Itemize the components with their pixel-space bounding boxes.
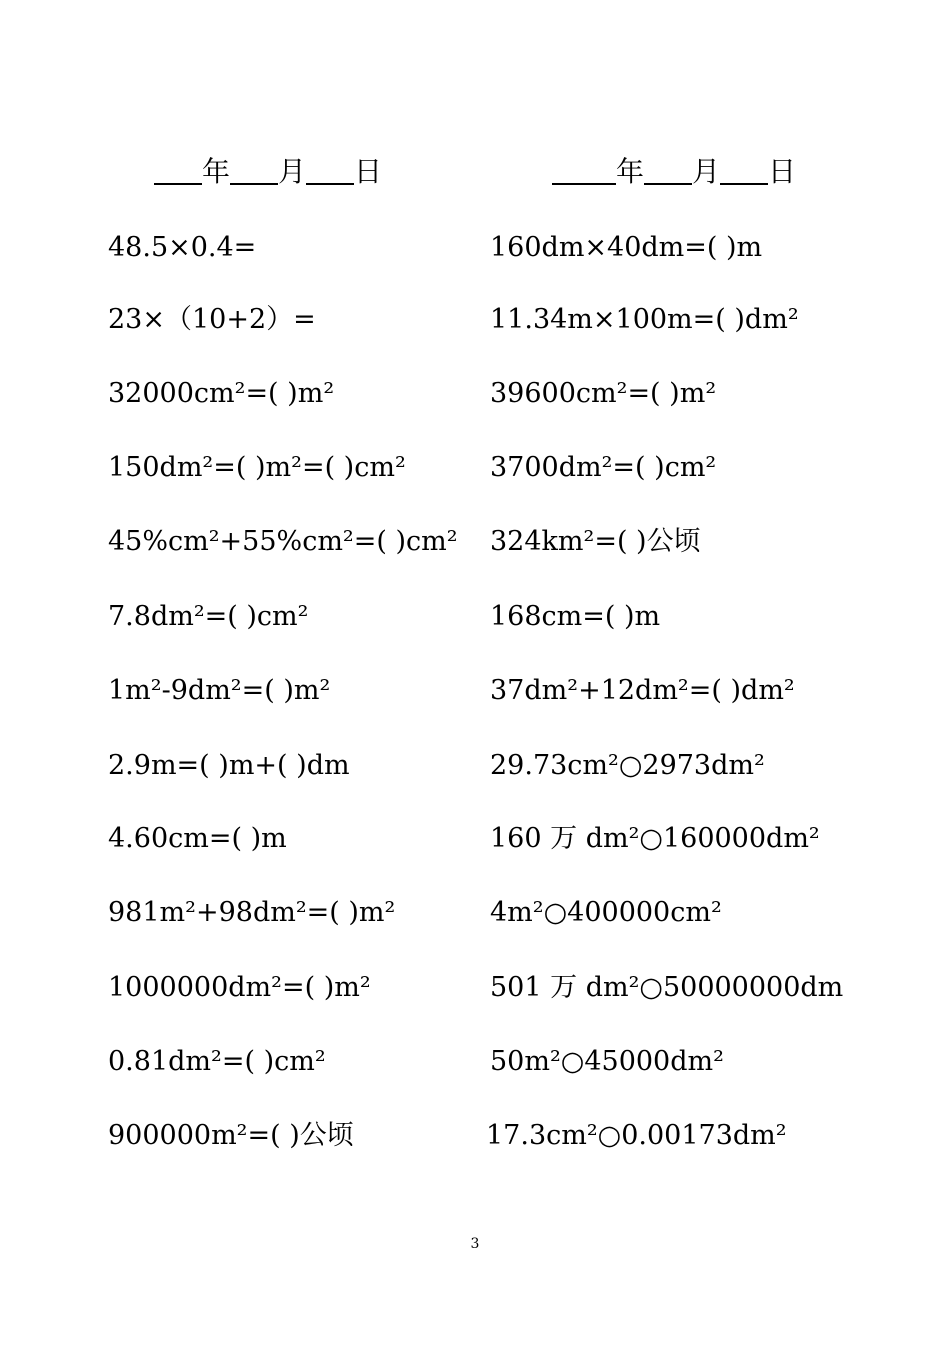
left-problem-11: 1000000dm²=( )m² — [108, 972, 371, 1003]
month-label: 月 — [278, 155, 307, 188]
left-problem-3: 32000cm²=( )m² — [108, 378, 335, 409]
right-problem-6: 168cm=( )m — [490, 601, 661, 632]
left-problem-10: 981m²+98dm²=( )m² — [108, 897, 396, 928]
left-problem-13: 900000m²=( )公顷 — [108, 1120, 354, 1151]
year-label: 年 — [616, 155, 645, 188]
right-problem-1: 160dm×40dm=( )m — [490, 232, 763, 263]
day-blank — [306, 155, 354, 185]
year-label: 年 — [202, 155, 231, 188]
left-problem-1: 48.5×0.4= — [108, 232, 257, 263]
right-problem-11: 501 万 dm²○50000000dm — [490, 972, 844, 1003]
right-problem-12: 50m²○45000dm² — [490, 1046, 724, 1077]
left-problem-4: 150dm²=( )m²=( )cm² — [108, 452, 406, 483]
left-problem-5: 45%cm²+55%cm²=( )cm² — [108, 526, 458, 557]
left-problem-9: 4.60cm=( )m — [108, 823, 287, 854]
right-problem-10: 4m²○400000cm² — [490, 897, 722, 928]
year-blank — [552, 155, 616, 185]
right-problem-9: 160 万 dm²○160000dm² — [490, 823, 820, 854]
left-problem-12: 0.81dm²=( )cm² — [108, 1046, 326, 1077]
day-label: 日 — [354, 155, 383, 188]
left-problem-7: 1m²-9dm²=( )m² — [108, 675, 331, 706]
right-problem-4: 3700dm²=( )cm² — [490, 452, 717, 483]
year-blank — [154, 155, 202, 185]
day-blank — [720, 155, 768, 185]
date-header-right — [552, 150, 796, 190]
left-problem-8: 2.9m=( )m+( )dm — [108, 750, 350, 781]
right-problem-2: 11.34m×100m=( )dm² — [490, 304, 799, 335]
left-problem-2: 23×（10+2）= — [108, 304, 316, 335]
left-problem-6: 7.8dm²=( )cm² — [108, 601, 309, 632]
right-problem-13: 17.3cm²○0.00173dm² — [486, 1120, 787, 1151]
right-problem-5: 324km²=( )公顷 — [490, 526, 701, 557]
page-number: 3 — [470, 1236, 480, 1252]
month-label: 月 — [692, 155, 721, 188]
month-blank — [644, 155, 692, 185]
day-label: 日 — [768, 155, 797, 188]
date-header-left — [154, 150, 382, 190]
right-problem-8: 29.73cm²○2973dm² — [490, 750, 765, 781]
right-problem-3: 39600cm²=( )m² — [490, 378, 717, 409]
month-blank — [230, 155, 278, 185]
right-problem-7: 37dm²+12dm²=( )dm² — [490, 675, 795, 706]
